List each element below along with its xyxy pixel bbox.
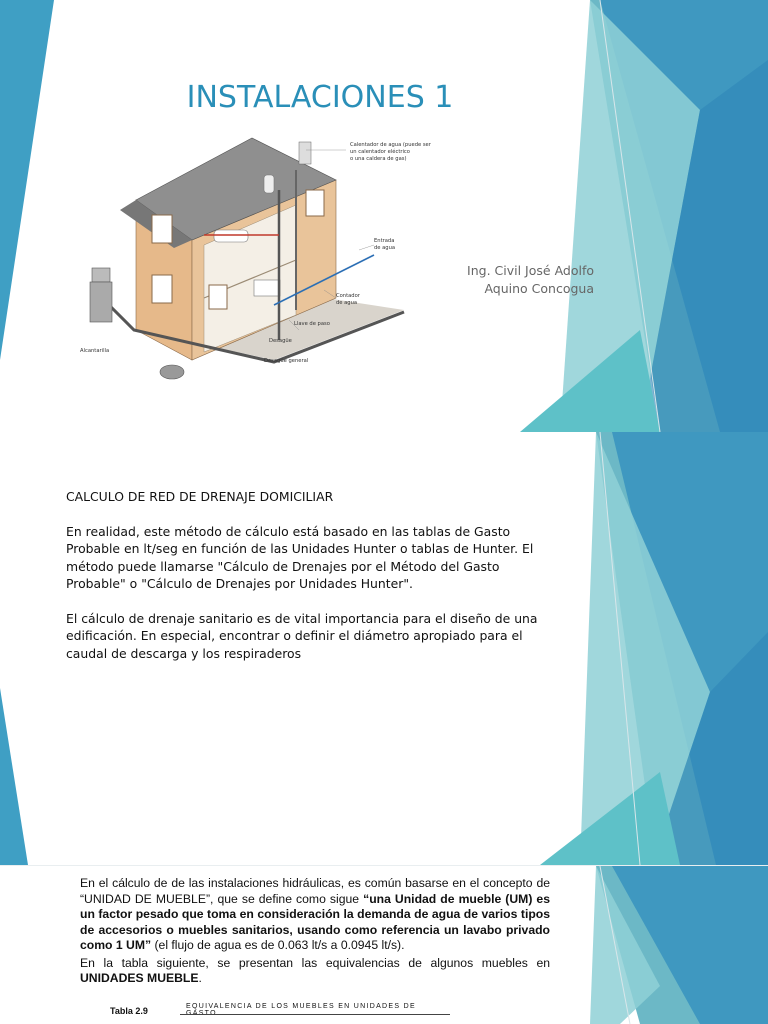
table-title: EQUIVALENCIA DE LOS MUEBLES EN UNIDADES DE (186, 1003, 416, 1010)
section-heading: CALCULO DE RED DE DRENAJE DOMICILIAR (66, 489, 334, 504)
water-heater (264, 175, 274, 193)
window (152, 215, 172, 243)
label-water-inlet: de agua (374, 245, 396, 251)
kitchen-sink (254, 280, 280, 296)
page-title: INSTALACIONES 1 (186, 80, 454, 115)
content-text (66, 488, 544, 679)
slide-partial (0, 866, 768, 1024)
sewer-chamber (90, 282, 112, 322)
author-block (467, 262, 594, 298)
paragraph: En el cálculo de de las instalaciones hidráulicas, es común basarse en el concepto de “UNIDAD DE MUEBLE”, que se define como sigue “una Unidad de mueble (UM) es un factor pesado que toma en consideración la demanda de agua de varios tipos de accesorios o muebles sanitarios, usando como referencia un lavabo privado como 1 UM” (el flujo de agua es de 0.063 lt/s a 0.0945 lt/s). (80, 876, 550, 952)
table-caption (80, 1002, 450, 1024)
table-rule (180, 1014, 450, 1015)
window (209, 285, 227, 309)
table-number: Tabla 2.9 (110, 1006, 148, 1016)
label-drain: Desagüe (269, 338, 292, 344)
label-sewer: Alcantarilla (80, 348, 110, 354)
paragraph: El cálculo de drenaje sanitario es de vital importancia para el diseño de una edificación. En especial, encontrar o definir el diámetro apropiado para el caudal de descarga y los respiraderos (66, 610, 538, 661)
window (306, 190, 324, 216)
slide-title (0, 0, 768, 432)
manhole (160, 365, 184, 379)
window (152, 275, 172, 303)
label-water-meter: Contador (336, 293, 360, 299)
label-main-drain: Desagüe general (264, 358, 309, 364)
label-water-heater: un calentador eléctrico (350, 149, 410, 155)
chimney (299, 142, 311, 164)
house-plumbing-illustration (74, 130, 434, 390)
author-line: Aquino Concogua (484, 281, 594, 296)
paragraph: En la tabla siguiente, se presentan las equivalencias de algunos muebles en UNIDADES MUEBLE. (80, 955, 550, 985)
sewer-top (92, 268, 110, 282)
author-line: Ing. Civil José Adolfo (467, 263, 594, 278)
label-water-heater: o una caldera de gas) (350, 156, 407, 162)
label-water-meter: de agua (336, 300, 358, 306)
label-water-inlet: Entrada (374, 238, 395, 244)
left-accent-shape (0, 0, 54, 360)
left-accent-shape (0, 688, 28, 865)
slide-content (0, 432, 768, 865)
bathtub (214, 230, 248, 242)
scanned-text (80, 876, 550, 987)
paragraph: En realidad, este método de cálculo está basado en las tablas de Gasto Probable en lt/seg en función de las Unidades Hunter o tablas de Hunter. El método puede llamarse "Cálculo de Drenajes por el Método del Gasto Probable" o "Cálculo de Drenajes por Unidades Hunter". (66, 523, 534, 591)
label-valve: Llave de paso (294, 321, 330, 327)
label-water-heater: Calentador de agua (puede ser (350, 142, 431, 148)
